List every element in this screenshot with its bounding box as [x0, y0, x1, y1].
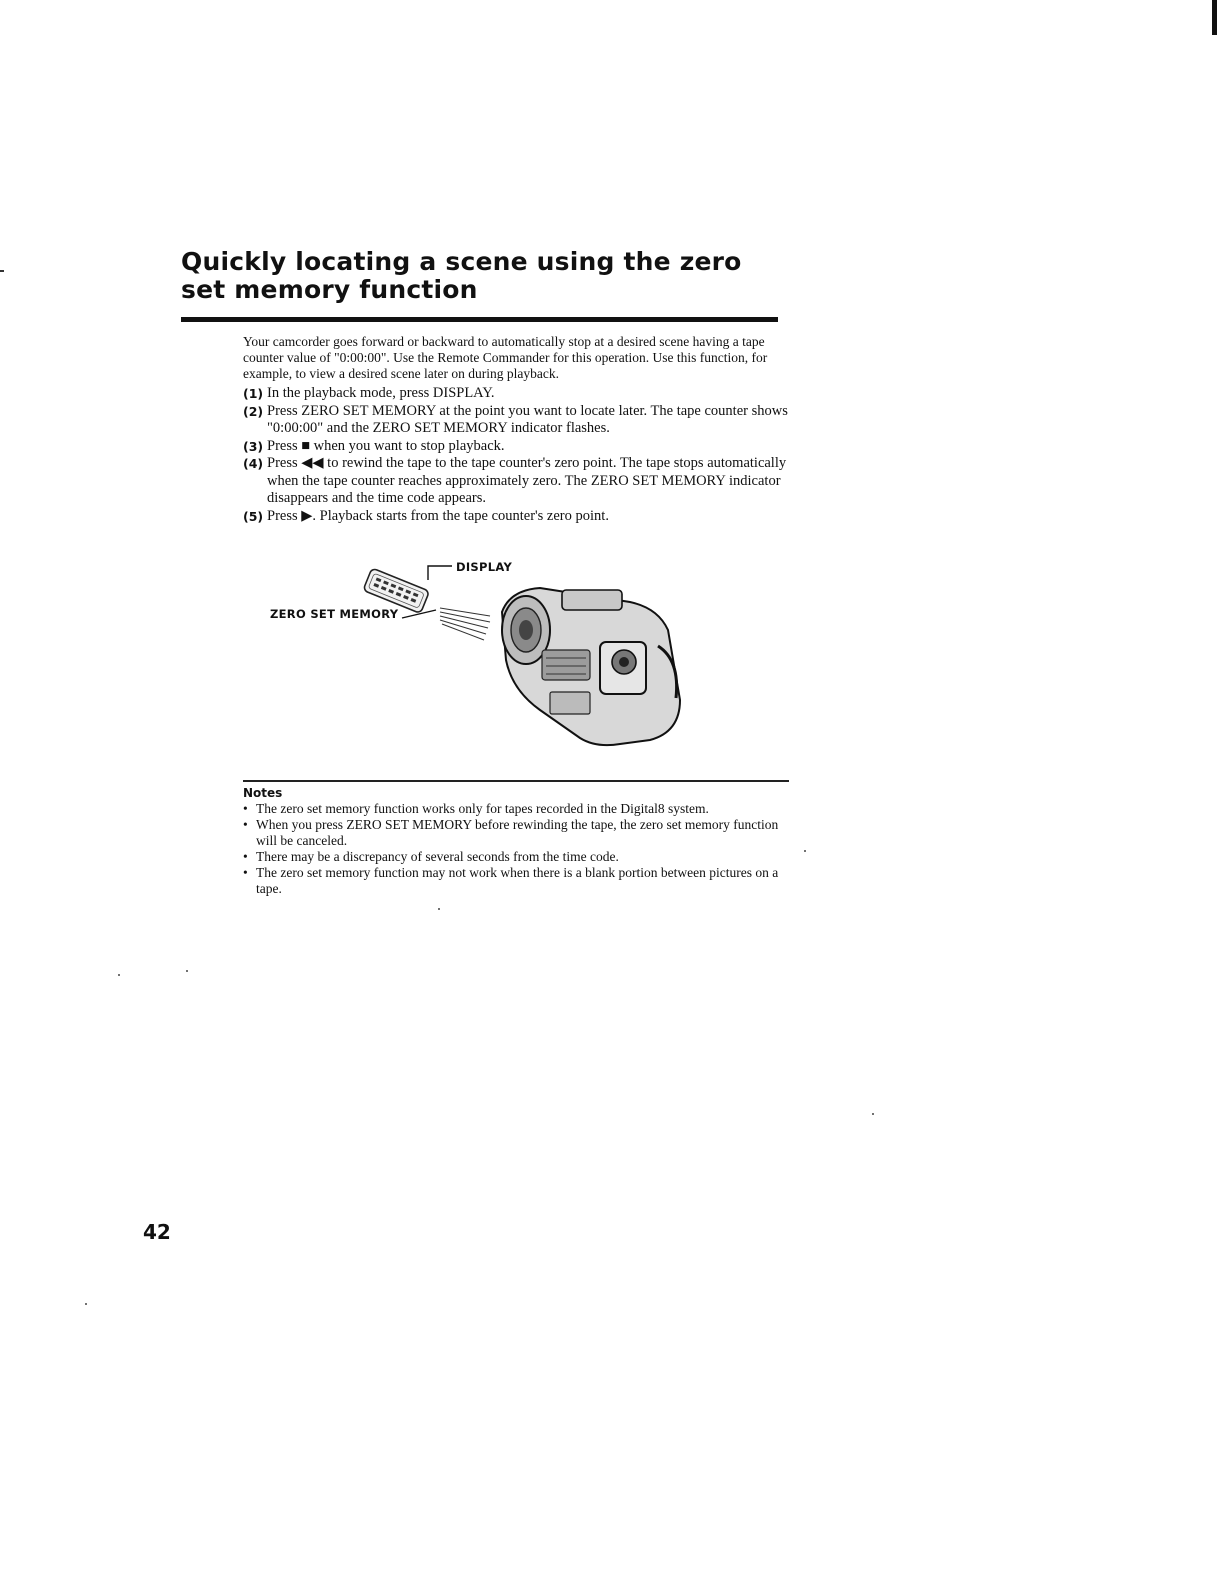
notes-list [243, 801, 793, 897]
step-text: Press ◀◀ to rewind the tape to the tape counter's zero point. The tape stops automatically when the tape counter reaches approximately zero. The ZERO SET MEMORY indicator disappears and the time code appears. [267, 455, 787, 506]
step-number: (2) [243, 403, 264, 419]
step-text: Press ▶. Playback starts from the tape counter's zero point. [267, 507, 609, 524]
note-item: • The zero set memory function works only for tapes recorded in the Digital8 system. [243, 801, 793, 817]
page-number: 42 [143, 1220, 171, 1244]
step-text: In the playback mode, press DISPLAY. [267, 385, 495, 401]
step-number: (5) [243, 508, 264, 524]
steps-list [243, 385, 788, 525]
step-number: (1) [243, 386, 264, 401]
step-item [243, 455, 788, 508]
note-item: • The zero set memory function may not work when there is a blank portion between pictures on a tape. [243, 865, 793, 897]
step-item [243, 508, 788, 526]
intro-paragraph: Your camcorder goes forward or backward to automatically stop at a desired scene having a tape counter value of "0:00:00". Use the Remote Commander for this operation. Use this function, for example, to view a desired scene later on during playback. [243, 334, 768, 381]
notes-heading: Notes [243, 786, 283, 800]
step-number: (4) [243, 456, 264, 471]
illustration-drawing [240, 550, 710, 765]
step-text: Press ZERO SET MEMORY at the point you want to locate later. The tape counter shows "0:00:00" and the ZERO SET MEMORY indicator flashes. [267, 402, 788, 436]
step-number: (3) [243, 438, 264, 454]
scan-speck [438, 908, 440, 910]
display-leader-line [428, 566, 452, 580]
title-rule [181, 317, 778, 322]
zero-set-memory-label: ZERO SET MEMORY [270, 607, 399, 621]
camcorder-remote-illustration [240, 550, 710, 765]
infrared-beam-icon [440, 608, 490, 640]
notes-rule [243, 780, 789, 782]
camcorder-icon [502, 588, 680, 745]
scan-speck [118, 974, 120, 976]
note-item: • When you press ZERO SET MEMORY before rewinding the tape, the zero set memory function will be canceled. [243, 817, 793, 849]
scan-speck [872, 1113, 874, 1115]
scan-speck [85, 1303, 87, 1305]
scan-edge-mark [1212, 0, 1217, 35]
scan-edge-tick [0, 270, 4, 272]
display-label: DISPLAY [456, 560, 513, 574]
step-text: Press ■ when you want to stop playback. [267, 437, 505, 454]
note-item: • There may be a discrepancy of several seconds from the time code. [243, 849, 793, 865]
step-item [243, 385, 788, 403]
step-item [243, 403, 788, 438]
scan-speck [186, 970, 188, 972]
scan-speck [804, 850, 806, 852]
page-title: Quickly locating a scene using the zero set memory function [181, 247, 742, 304]
step-item [243, 438, 788, 456]
